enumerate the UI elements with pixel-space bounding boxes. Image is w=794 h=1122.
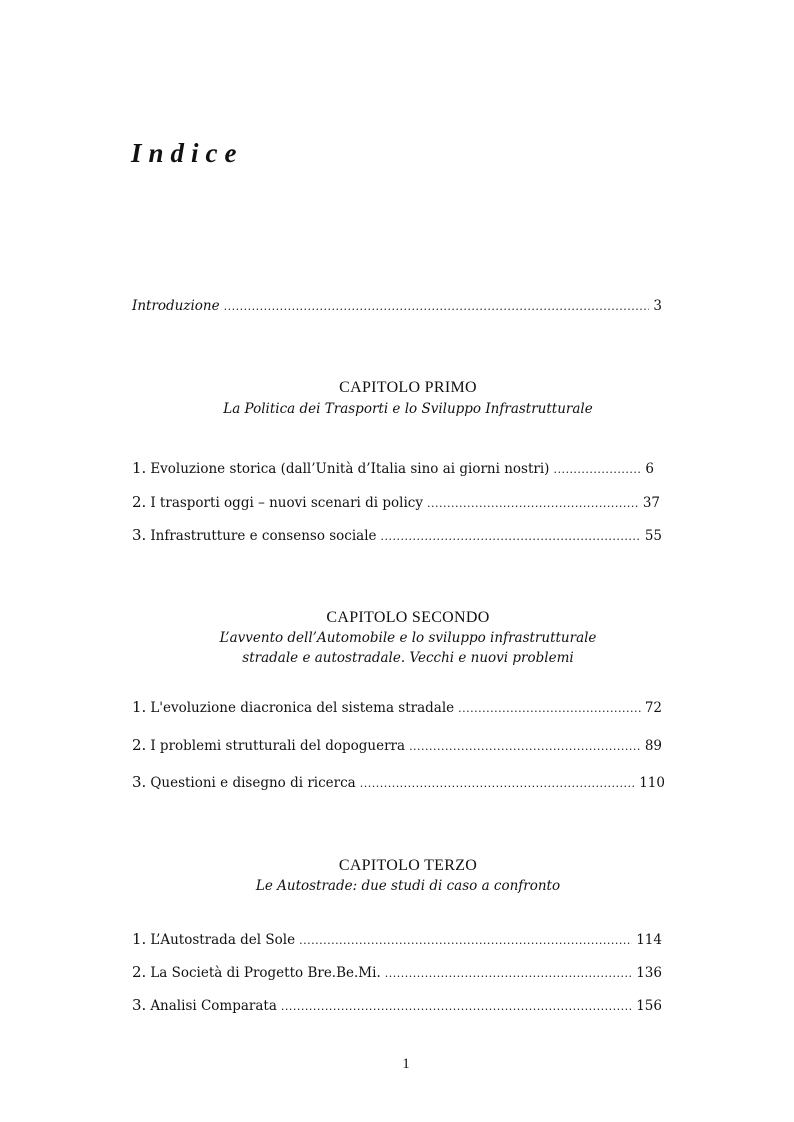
- chapter-heading: CAPITOLO TERZO: [338, 857, 478, 874]
- toc-entry-label: Questioni e disegno di ricerca: [150, 775, 356, 791]
- chapter-subtitle: L’avvento dell’Automobile e lo sviluppo infrastrutturale: [219, 630, 597, 646]
- toc-entry[interactable]: [132, 734, 662, 756]
- chapter-heading: CAPITOLO PRIMO: [339, 379, 477, 396]
- toc-entry-page: 72: [644, 700, 662, 716]
- toc-entry[interactable]: [132, 457, 654, 479]
- toc-entry-number: 1.: [132, 930, 147, 948]
- toc-entry-page: 114: [636, 932, 662, 948]
- toc-entry-page: 3: [653, 298, 662, 314]
- chapter-subtitle: Le Autostrade: due studi di caso a confronto: [255, 878, 561, 894]
- toc-entry-introduction[interactable]: [132, 295, 662, 317]
- toc-entry[interactable]: [132, 771, 665, 793]
- toc-entry-page: 110: [639, 775, 665, 791]
- page-number: 1: [402, 1056, 410, 1072]
- toc-entry-number: 3.: [132, 526, 147, 544]
- toc-entry-page: 6: [645, 461, 654, 477]
- dot-leader: [458, 698, 641, 720]
- toc-entry-number: 3.: [132, 773, 147, 791]
- toc-entry-label: Introduzione: [132, 298, 220, 314]
- dot-leader: [360, 773, 636, 795]
- toc-entry-label: Evoluzione storica (dall’Unità d’Italia sino ai giorni nostri): [150, 461, 550, 477]
- toc-entry[interactable]: [132, 994, 662, 1016]
- toc-entry[interactable]: [132, 524, 662, 546]
- toc-entry-number: 1.: [132, 459, 147, 477]
- toc-entry-page: 89: [644, 738, 662, 754]
- toc-entry-page: 156: [636, 998, 662, 1014]
- dot-leader: [299, 930, 632, 952]
- chapter-subtitle: La Politica dei Trasporti e lo Sviluppo Infrastrutturale: [223, 401, 593, 417]
- dot-leader: [224, 296, 650, 318]
- toc-entry[interactable]: [132, 696, 662, 718]
- toc-entry-page: 136: [636, 965, 662, 981]
- toc-entry-label: L’Autostrada del Sole: [150, 932, 296, 948]
- toc-entry-number: 2.: [132, 493, 147, 511]
- toc-entry-label: I problemi strutturali del dopoguerra: [150, 738, 406, 754]
- toc-entry-number: 2.: [132, 736, 147, 754]
- toc-entry-label: I trasporti oggi – nuovi scenari di policy: [150, 495, 423, 511]
- toc-entry[interactable]: [132, 491, 660, 513]
- toc-entry-label: L'evoluzione diacronica del sistema stradale: [150, 700, 455, 716]
- chapter-subtitle: stradale e autostradale. Vecchi e nuovi problemi: [242, 650, 574, 666]
- dot-leader: [553, 459, 641, 481]
- page-title: Indice: [131, 138, 244, 168]
- toc-entry-label: Analisi Comparata: [150, 998, 277, 1014]
- toc-entry-label: La Società di Progetto Bre.Be.Mi.: [150, 965, 381, 981]
- toc-entry[interactable]: [132, 928, 662, 950]
- toc-entry-number: 3.: [132, 996, 147, 1014]
- chapter-heading: CAPITOLO SECONDO: [326, 609, 490, 626]
- toc-entry-number: 2.: [132, 963, 147, 981]
- dot-leader: [381, 526, 641, 548]
- toc-entry-label: Infrastrutture e consenso sociale: [150, 528, 377, 544]
- dot-leader: [385, 963, 632, 985]
- toc-entry[interactable]: [132, 961, 662, 983]
- toc-entry-number: 1.: [132, 698, 147, 716]
- toc-entry-page: 55: [644, 528, 662, 544]
- dot-leader: [427, 493, 639, 515]
- dot-leader: [409, 736, 641, 758]
- dot-leader: [281, 996, 632, 1018]
- toc-entry-page: 37: [642, 495, 660, 511]
